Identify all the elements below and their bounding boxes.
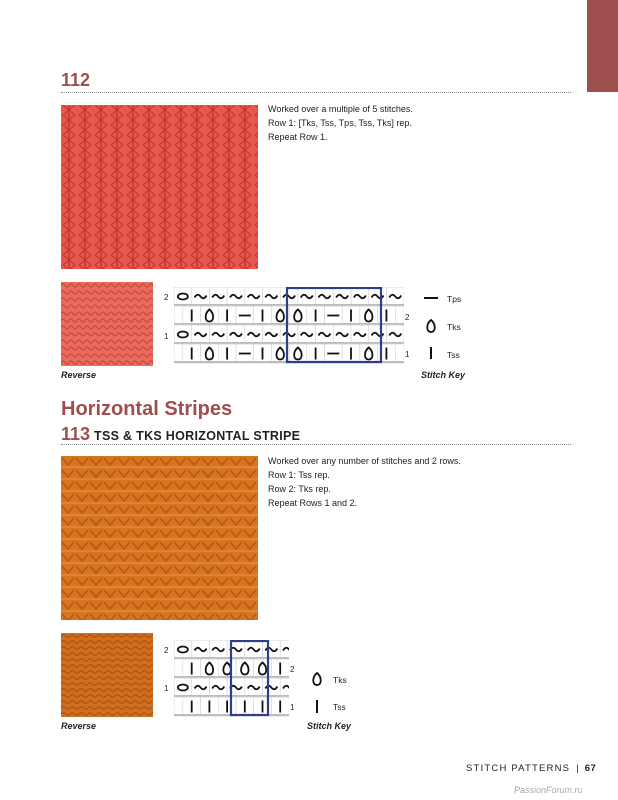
stitch-key-113-symbols [307,670,327,718]
chart-row-label: 2 [164,646,169,655]
footer-separator: | [576,763,579,774]
key-label-tks: Tks [333,675,347,685]
tks-icon [313,673,321,685]
chart-row-label: 1 [164,332,169,341]
pattern-113-number: 113 [61,424,91,444]
swatch-113-front [61,456,258,620]
chapter-tab [587,0,618,92]
chart-row-label: 1 [290,703,295,712]
key-label-tps: Tps [447,294,462,304]
divider-112 [61,92,571,93]
stitch-chart-113 [174,640,289,718]
desc-line: Worked over any number of stitches and 2 rows. [268,456,461,466]
desc-line: Row 1: Tss rep. [268,470,330,480]
desc-line: Worked over a multiple of 5 stitches. [268,104,413,114]
pattern-112-description [268,102,413,144]
page-number: 67 [584,763,597,774]
key-label-tks: Tks [447,322,461,332]
pattern-112-number: 112 [61,70,91,90]
stitch-key-caption-112: Stitch Key [421,370,466,380]
tks-icon [427,320,435,332]
pattern-113-description [268,454,461,510]
desc-line: Row 2: Tks rep. [268,484,331,494]
desc-line: Repeat Rows 1 and 2. [268,498,358,508]
section-title: Horizontal Stripes [61,398,233,420]
chart-row-label: 1 [164,684,169,693]
page-footer [466,763,596,774]
footer-section: STITCH PATTERNS [466,763,571,774]
chart-row-label: 2 [405,313,410,322]
key-label-tss: Tss [333,702,346,712]
key-label-tss: Tss [447,350,460,360]
swatch-112-reverse [61,282,153,366]
chart-row-label: 1 [405,350,410,359]
stitch-key-112-symbols [421,289,441,363]
pattern-113-heading [61,424,300,445]
desc-line: Repeat Row 1. [268,132,328,142]
watermark: PassionForum.ru [514,785,583,795]
desc-line: Row 1: [Tks, Tss, Tps, Tss, Tks] rep. [268,118,412,128]
divider-113 [61,444,571,445]
pattern-113-title: TSS & TKS HORIZONTAL STRIPE [94,429,301,443]
swatch-112-front [61,105,258,269]
chart-row-label: 2 [164,293,169,302]
swatch-113-reverse [61,633,153,717]
stitch-key-caption-113: Stitch Key [307,721,352,731]
reverse-caption-112: Reverse [61,370,97,380]
reverse-caption-113: Reverse [61,721,97,731]
chart-row-label: 2 [290,665,295,674]
stitch-chart-112 [174,287,404,365]
